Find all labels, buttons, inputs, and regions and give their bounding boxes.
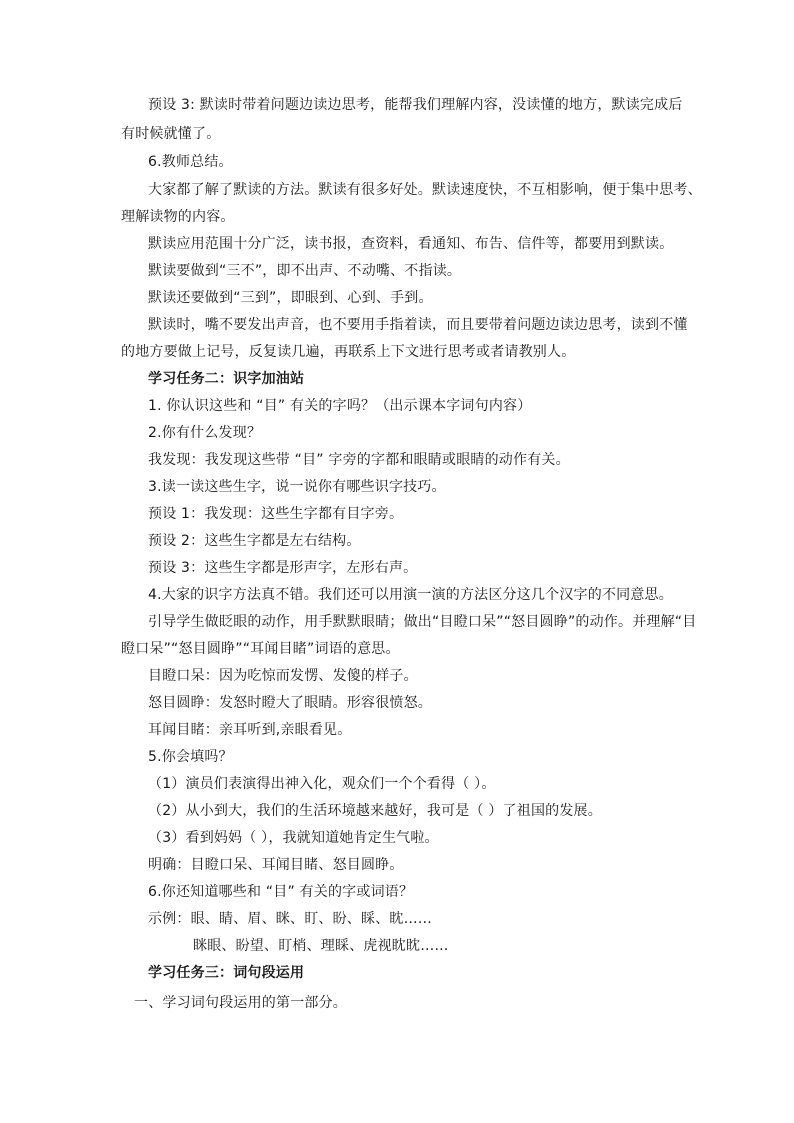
paragraph-line: 预设 3：这些生字都是形声字，左形右声。 xyxy=(148,560,418,576)
paragraph-line: 预设 2：这些生字都是左右结构。 xyxy=(148,533,361,549)
paragraph-line: 默读要做到“三不”，即不出声、不动嘴、不指读。 xyxy=(148,263,462,279)
paragraph-line: 预设 1：我发现：这些生字都有目字旁。 xyxy=(148,506,404,522)
question-line: 5.你会填吗？ xyxy=(148,749,233,765)
paragraph-line: 理解读物的内容。 xyxy=(121,209,235,225)
paragraph-line: 预设 3: 默读时带着问题边读边思考，能帮我们理解内容，没读懂的地方，默读完成后 xyxy=(148,97,683,113)
paragraph-line: 默读还要做到“三到”，即眼到、心到、手到。 xyxy=(148,290,433,306)
paragraph-line: 的地方要做上记号，反复读几遍，再联系上下文进行思考或者请教别人。 xyxy=(121,344,576,360)
fill-blank-line: （2）从小到大，我们的生活环境越来越好，我可是（ ）了祖国的发展。 xyxy=(148,803,602,819)
task-heading: 学习任务三：词句段运用 xyxy=(148,965,305,981)
definition-line: 怒目圆睁：发怒时瞪大了眼睛。形容很愤怒。 xyxy=(148,695,432,711)
question-line: 4.大家的识字方法真不错。我们还可以用演一演的方法区分这几个汉字的不同意思。 xyxy=(148,587,673,603)
fill-blank-line: （3）看到妈妈（ ），我就知道她肯定生气啦。 xyxy=(148,830,439,846)
definition-line: 目瞪口呆：因为吃惊而发愣、发傻的样子。 xyxy=(148,668,418,684)
task-heading: 学习任务二：识字加油站 xyxy=(148,371,305,387)
question-line: 1. 你认识这些和 “目” 有关的字吗？（出示课本字词句内容） xyxy=(148,398,532,414)
answer-line: 明确：目瞪口呆、耳闻目睹、怒目圆睁。 xyxy=(148,857,404,873)
paragraph-line: 引导学生做眨眼的动作，用手默默眼睛；做出“目瞪口呆”“怒目圆睁”的动作。并理解“目 xyxy=(148,614,697,630)
paragraph-line: 瞪口呆”“怒目圆睁”“耳闻目睹”词语的意思。 xyxy=(121,641,400,657)
example-line: 示例：眼、睛、眉、眯、盯、盼、睬、眈…… xyxy=(148,911,432,927)
fill-blank-line: （1）演员们表演得出神入化，观众们一个个看得（ ）。 xyxy=(148,776,496,792)
paragraph-line: 大家都了解了默读的方法。默读有很多好处。默读速度快，不互相影响，便于集中思考、 xyxy=(148,182,702,198)
paragraph-line: 默读应用范围十分广泛，读书报，查资料，看通知、布告、信件等，都要用到默读。 xyxy=(148,236,674,252)
section-heading: 6.教师总结。 xyxy=(148,154,233,170)
paragraph-line: 我发现：我发现这些带 “目” 字旁的字都和眼睛或眼睛的动作有关。 xyxy=(148,452,570,468)
paragraph-line: 默读时，嘴不要发出声音，也不要用手指着读，而且要带着问题边读边思考，读到不懂 xyxy=(148,317,688,333)
paragraph-line: 有时候就懂了。 xyxy=(121,126,221,142)
question-line: 3.读一读这些生字，说一说你有哪些识字技巧。 xyxy=(148,479,446,495)
question-line: 2.你有什么发现？ xyxy=(148,425,262,441)
section-heading: 一、学习词句段运用的第一部分。 xyxy=(134,995,347,1011)
question-line: 6.你还知道哪些和 “目” 有关的字或词语？ xyxy=(148,884,414,900)
example-line: 眯眼、盼望、盯梢、理睬、虎视眈眈…… xyxy=(193,938,449,954)
definition-line: 耳闻目睹：亲耳听到,亲眼看见。 xyxy=(148,722,352,738)
